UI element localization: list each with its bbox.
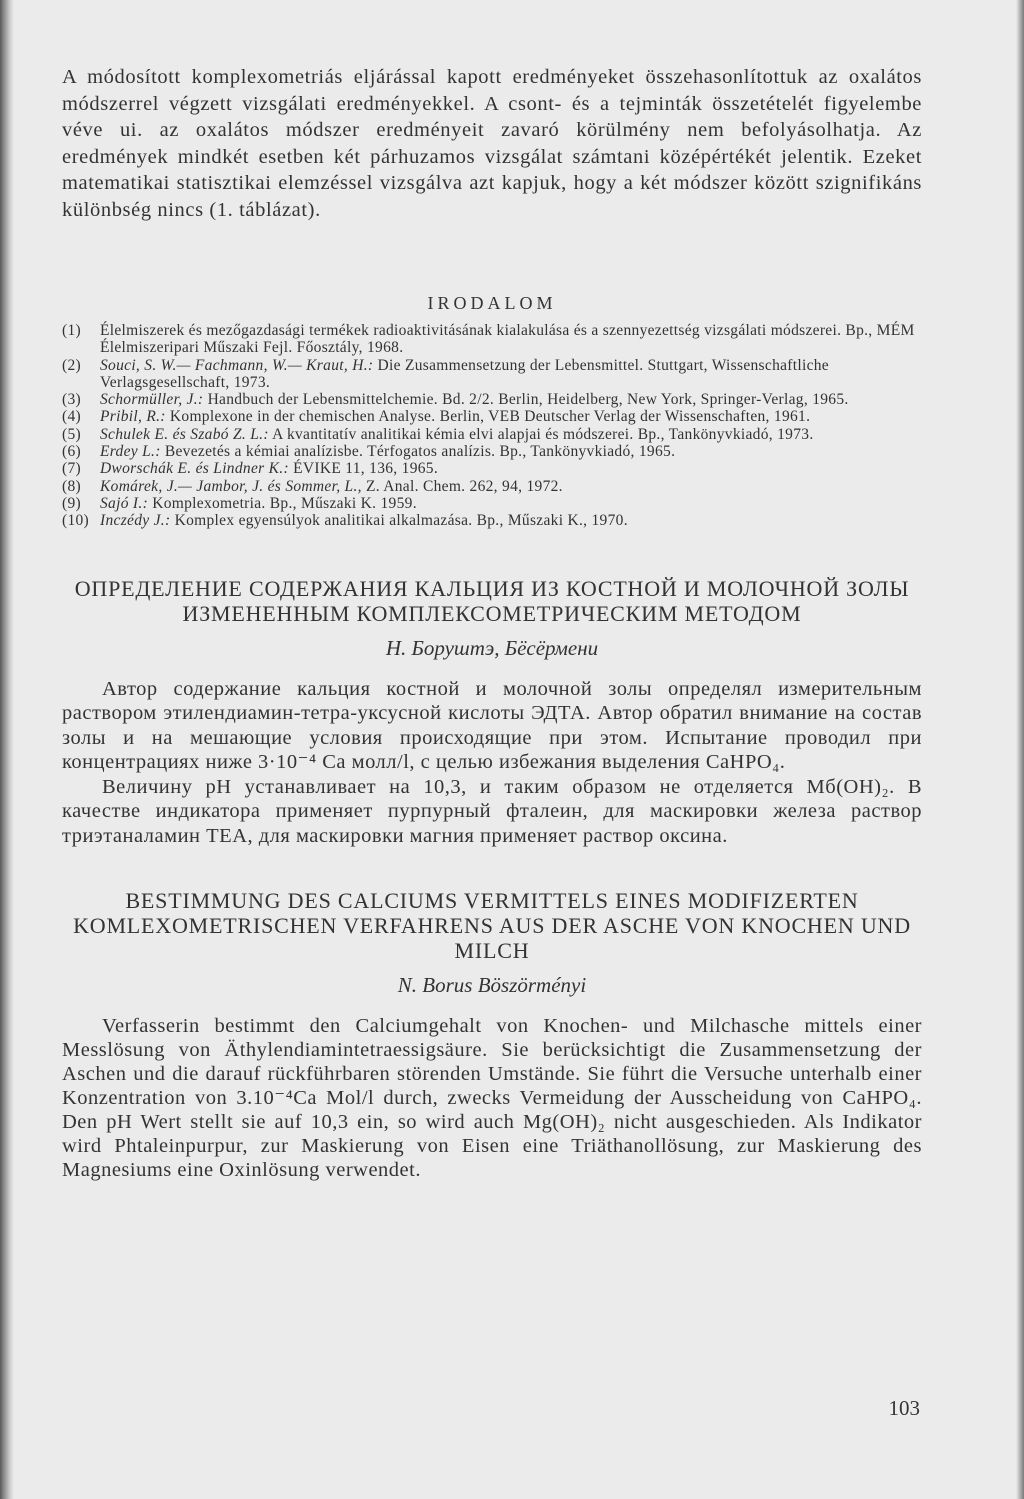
reference-number: (6) xyxy=(62,443,81,461)
reference-item xyxy=(62,357,922,392)
scan-left-edge xyxy=(0,0,14,1499)
reference-item xyxy=(62,322,922,357)
reference-details: Élelmiszerek és mezőgazdasági termékek radioaktivitásának kialakulása és a szennyezettség vizsgálati módszerei. Bp., MÉM Élelmiszeripari Műszaki Fejl. Főosztály, 1968. xyxy=(100,322,915,357)
reference-number: (7) xyxy=(62,460,81,478)
reference-author: Schormüller, J.: xyxy=(100,391,204,409)
reference-text xyxy=(100,478,922,495)
russian-abstract xyxy=(62,576,922,849)
reference-text xyxy=(100,426,922,443)
russian-abstract-authors: Н. Боруштэ, Бёсёрмени xyxy=(385,635,599,660)
reference-details: Handbuch der Lebensmittelchemie. Bd. 2/2. Berlin, Heidelberg, New York, Springer-Verlag, 1965. xyxy=(203,391,849,409)
reference-item xyxy=(62,408,922,425)
reference-author: Schulek E. és Szabó Z. L.: xyxy=(100,425,269,443)
references-list xyxy=(62,322,922,530)
reference-author: Pribil, R.: xyxy=(100,408,166,426)
reference-details: Komplex egyensúlyok analitikai alkalmazása. Bp., Műszaki K., 1970. xyxy=(170,512,628,530)
reference-item xyxy=(62,512,922,529)
reference-text xyxy=(100,512,922,529)
reference-item xyxy=(62,460,922,477)
intro-paragraph: A módosított komplexometriás eljárással kapott eredményeket összehasonlítottuk az oxalátos módszerrel végzett vizsgálati eredményekkel. A csont- és a tejminták összetételét figyelembe véve ui. az oxalátos módszer eredményeit zavaró körülmény nem befolyásolhatja. Az eredmények mindkét esetben két párhuzamos vizsgálat számtani középértékét jelentik. Ezeket matematikai statisztikai elemzéssel vizsgálva azt kapjuk, hogy a két módszer között szignifikáns különbség nincs (1. táblázat). xyxy=(62,66,922,221)
reference-number: (8) xyxy=(62,477,81,495)
reference-item xyxy=(62,426,922,443)
reference-details: Die Zusammensetzung der Lebensmittel. Stuttgart, Wissenschaftliche Verlagsgesellschaft, 1973. xyxy=(100,356,829,391)
reference-details: Komplexometria. Bp., Műszaki K. 1959. xyxy=(148,494,417,512)
reference-text xyxy=(100,495,922,512)
scan-right-edge xyxy=(1016,0,1024,1499)
reference-number: (3) xyxy=(62,391,81,409)
german-abstract xyxy=(62,888,922,1182)
reference-text xyxy=(100,391,922,408)
reference-details: Komplexone in der chemischen Analyse. Berlin, VEB Deutscher Verlag der Wissenschaften, 1961. xyxy=(165,408,811,426)
reference-author: Dworschák E. és Lindner K.: xyxy=(100,460,289,478)
reference-text xyxy=(100,357,922,392)
reference-author: Inczédy J.: xyxy=(100,512,171,530)
reference-item xyxy=(62,478,922,495)
russian-abstract-paragraph-1: Автор содержание кальция костной и молочной золы определял измерительным раствором этилендиамин-тетра-уксусной кислоты ЭДТА. Автор обратил внимание на состав золы и на мешающие условия происходящие при этом. Испытание проводил при концентрациях ниже 3·10⁻⁴ Ca молл/l, с целью избежания выделения CaHPO₄. xyxy=(62,677,922,774)
reference-author: Sajó I.: xyxy=(100,494,149,512)
german-abstract-paragraph: Verfasserin bestimmt den Calciumgehalt von Knochen- und Milchasche mittels einer Messlösung von Äthylendiamintetraessigsäure. Sie berücksichtigt die Zusammensetzung der Aschen und die darauf rückführbaren störenden Umstände. Sie führt die Versuche unterhalb einer Konzentration von 3.10⁻⁴Ca Mol/l durch, zwecks Vermeidung der Ausscheidung von CaHPO₄. Den pH Wert stellt sie auf 10,3 ein, so wird auch Mg(OH)₂ nicht ausgeschieden. Als Indikator wird Phtaleinpurpur, zur Maskierung von Eisen eine Triäthanollösung, zur Maskierung des Magnesiums eine Oxinlösung verwendet. xyxy=(62,1015,922,1182)
german-abstract-authors: N. Borus Böszörményi xyxy=(397,973,587,998)
reference-item xyxy=(62,443,922,460)
page-content xyxy=(62,64,922,1182)
reference-number: (5) xyxy=(62,425,81,443)
reference-text xyxy=(100,443,922,460)
reference-item xyxy=(62,391,922,408)
reference-text xyxy=(100,460,922,477)
reference-author: Souci, S. W.— Fachmann, W.— Kraut, H.: xyxy=(100,356,374,374)
russian-abstract-paragraph-2: Величину pH устанавливает на 10,3, и таким образом не отделяется Mб(OH)₂. В качестве индикатора применяет пурпурный фталеин, для маскировки железа раствор триэтаналамин ТЕА, для маскировки магния применяет раствор оксина. xyxy=(62,775,922,847)
reference-number: (1) xyxy=(62,322,81,339)
reference-details: Z. Anal. Chem. 262, 94, 1972. xyxy=(361,477,563,495)
reference-author: Komárek, J.— Jambor, J. és Sommer, L., xyxy=(100,477,362,495)
reference-author: Erdey L.: xyxy=(100,443,161,461)
reference-number: (9) xyxy=(62,494,81,512)
reference-text xyxy=(100,322,922,357)
page-number: 103 xyxy=(888,1396,920,1420)
german-abstract-title: BESTIMMUNG DES CALCIUMS VERMITTELS EINES MODIFIZERTEN KOMLEXOMETRISCHEN VERFAHRENS AUS DER ASCHE VON KNOCHEN UND MILCH xyxy=(73,888,911,964)
reference-number: (2) xyxy=(62,356,81,374)
reference-item xyxy=(62,495,922,512)
reference-number: (10) xyxy=(62,512,90,530)
reference-text xyxy=(100,408,922,425)
reference-details: A kvantitatív analitikai kémia elvi alapjai és módszerei. Bp., Tankönyvkiadó, 1973. xyxy=(268,425,814,443)
russian-abstract-title: ОПРЕДЕЛЕНИЕ СОДЕРЖАНИЯ КАЛЬЦИЯ ИЗ КОСТНОЙ И МОЛОЧНОЙ ЗОЛЫ ИЗМЕНЕННЫМ КОМПЛЕКСОМЕТРИЧЕСКИМ МЕТОДОМ xyxy=(74,575,910,626)
reference-number: (4) xyxy=(62,408,81,426)
references-heading: IRODALOM xyxy=(427,293,557,313)
reference-details: Bevezetés a kémiai analízisbe. Térfogatos analízis. Bp., Tankönyvkiadó, 1965. xyxy=(160,443,676,461)
reference-details: ÉVIKE 11, 136, 1965. xyxy=(288,460,439,478)
